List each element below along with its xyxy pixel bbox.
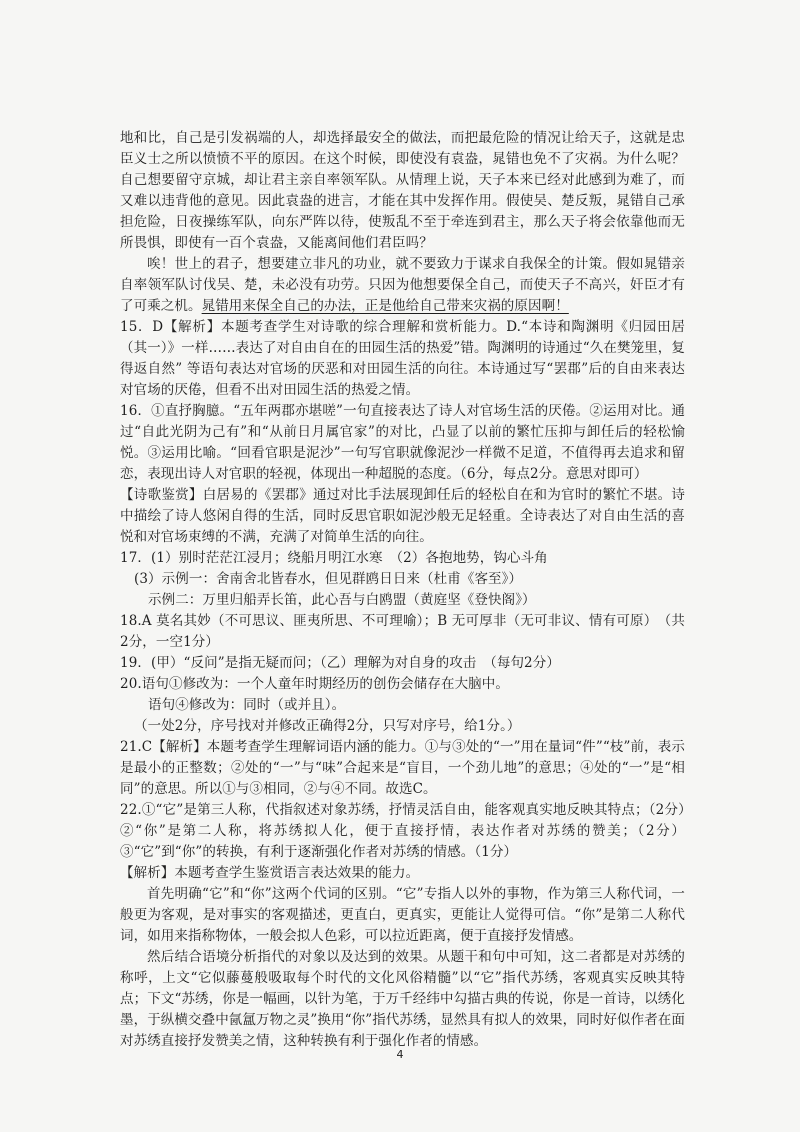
answer-17-line-3: 示例二：万里归船弄长笛，此心吾与白鸥盟（黄庭坚《登快阁》） xyxy=(148,592,536,608)
translation-paragraph-2 xyxy=(120,254,685,317)
answer-22-analysis-heading: 【解析】本题考查学生鉴赏语言表达效果的能力。 xyxy=(120,865,420,881)
translation-paragraph-2-text: 唉！世上的君子，想要建立非凡的功业，就不要致力于谋求自我保全的计策。假如晁错亲自率领军队讨伐吴、楚，未必没有功劳。只因为他想要保全自己，而使天子不高兴，奸臣才有了可乘之机。 xyxy=(120,256,685,314)
answer-17-line-2: (3）示例一：舍南舍北皆春水，但见群鸥日日来（杜甫《客至》） xyxy=(134,571,523,587)
answer-20-scoring: （一处2分，序号找对并修改正确得2分，只写对序号，给1分。） xyxy=(134,718,521,734)
answer-21: 21.C【解析】本题考查学生理解词语内涵的能力。①与③处的“一”用在量词“件”“枝”前，表示是最小的正整数；②处的“一”与“味”合起来是“盲目，一个劲儿地”的意思；④处的“一”是“相同”的意思。所以①与③相同，②与④不同。故选C。 xyxy=(120,739,685,797)
page-number: 4 xyxy=(396,1048,404,1061)
answer-16: 16．①直抒胸臆。“五年两郡亦堪嗟”一句直接表达了诗人对官场生活的厌倦。②运用对比。通过“自此光阴为己有”和“从前日月属官家”的对比，凸显了以前的繁忙压抑与卸任后的轻松愉悦。③运用比喻。“回看官职是泥沙”一句写官职就像泥沙一样微不足道，不值得再去追求和留恋，表现出诗人对官职的轻视，体现出一种超脱的态度。（6分，每点2分。意思对即可） xyxy=(120,403,685,482)
answer-20-line-1: 20.语句①修改为：一个人童年时期经历的创伤会储存在大脑中。 xyxy=(120,676,509,692)
poem-appreciation: 【诗歌鉴赏】白居易的《罢郡》通过对比手法展现卸任后的轻松自在和为官时的繁忙不堪。诗中描绘了诗人悠闲自得的生活，同时反思官职如泥沙般无足轻重。全诗表达了对自由生活的喜悦和对官场束缚的不满，充满了对简单生活的向往。 xyxy=(120,487,685,545)
answer-19: 19．(甲）“反问”是指无疑而问；（乙）理解为对自身的攻击 （每句2分） xyxy=(120,655,560,671)
translation-paragraph-1: 地和比，自己是引发祸端的人，却选择最安全的做法，而把最危险的情况让给天子，这就是忠臣义士之所以愤愤不平的原因。在这个时候，即使没有袁盎，晁错也免不了灾祸。为什么呢？自己想要留守京城，却让君主亲自率领军队。从情理上说，天子本来已经对此感到为难了，而又难以违背他的意见。因此袁盎的进言，才能在其中发挥作用。假使吴、楚反叛，晁错自己承担危险，日夜操练军队，向东严阵以待，使叛乱不至于牵连到君主，那么天子将会依靠他而无所畏惧，即使有一百个袁盎，又能离间他们君臣吗？ xyxy=(120,130,685,251)
answer-18: 18.A 莫名其妙（不可思议、匪夷所思、不可理喻）；B 无可厚非（无可非议、情有可原） （共2分，一空1分） xyxy=(120,613,685,650)
underlined-conclusion: 晁错用来保全自己的办法，正是他给自己带来灾祸的原因啊！ xyxy=(201,298,569,314)
answer-20-line-2: 语句④修改为：同时（或并且）。 xyxy=(148,697,346,713)
answer-17-line-1: 17．(1）别时茫茫江浸月；绕船月明江水寒 （2）各抱地势，钩心斗角 xyxy=(120,550,548,566)
answer-22-analysis-paragraph-1: 首先明确“它”和“你”这两个代词的区别。“它”专指人以外的事物，作为第三人称代词，一般更为客观，是对事实的客观描述，更直白，更真实，更能让人觉得可信。“你”是第二人称代词，如用来指称物体，一般会拟人色彩，可以拉近距离，便于直接抒发情感。 xyxy=(120,886,685,944)
answer-22-analysis-paragraph-2: 然后结合语境分析指代的对象以及达到的效果。从题干和句中可知，这二者都是对苏绣的称呼，上文“它似藤蔓般吸取每个时代的文化风俗精髓”以“它”指代苏绣，客观真实反映其特点；下文“苏绣，你是一幅画，以针为笔，于万千经纬中勾描古典的传说，你是一首诗，以绣化墨，于纵横交叠中氤氲万物之灵”换用“你”指代苏绣，显然具有拟人的效果，同时好似作者在面对苏绣直接抒发赞美之情，这种转换有利于强化作者的情感。 xyxy=(120,949,686,1049)
answer-22: 22.①“它”是第三人称，代指叙述对象苏绣，抒情灵活自由，能客观真实地反映其特点；（2分）②“你”是第二人称，将苏绣拟人化，便于直接抒情，表达作者对苏绣的赞美；（2分）③“它”到“你”的转换，有利于逐渐强化作者对苏绣的情感。（1分） xyxy=(120,802,685,860)
page-content xyxy=(120,128,685,1052)
answer-15: 15．D【解析】本题考查学生对诗歌的综合理解和赏析能力。D.“本诗和陶渊明《归园田居（其一）》一样……表达了对自由自在的田园生活的热爱”错。陶渊明的诗通过“久在樊笼里，复得返自然” 等语句表达对官场的厌恶和对田园生活的向往。本诗通过写“罢郡”后的自由来表达对官场的厌倦，但看不出对田园生活的热爱之情。 xyxy=(120,319,685,398)
